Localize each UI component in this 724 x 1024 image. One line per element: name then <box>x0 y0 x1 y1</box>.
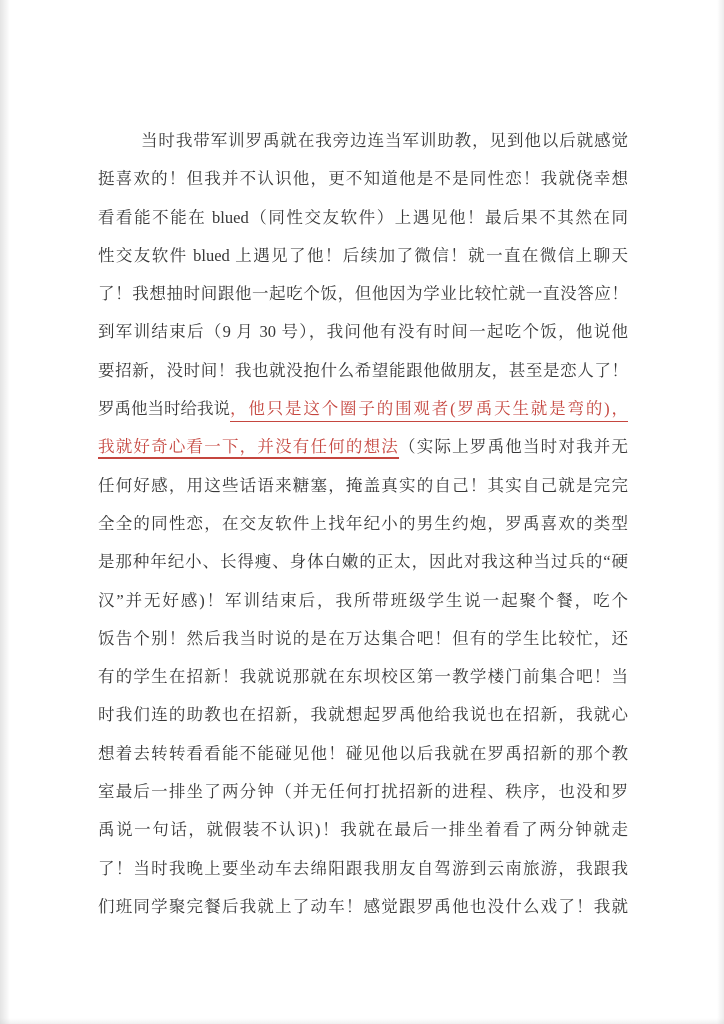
text-line <box>98 658 628 696</box>
text-line <box>98 696 628 734</box>
text-line <box>98 160 628 198</box>
text-run: 性交友软件 blued 上遇见了他！后续加了微信！就一直在微信上聊天 <box>98 245 628 265</box>
text-run: 了！我想抽时间跟他一起吃个饭，但他因为学业比较忙就一直没答应！ <box>98 284 628 304</box>
text-run: 汉”并无好感)！军训结束后，我所带班级学生说一起聚个餐，吃个 <box>98 590 628 610</box>
text-run: 时我们连的助教也在招新，我就想起罗禹他给我说也在招新，我就心 <box>98 705 628 725</box>
text-line <box>98 237 628 275</box>
text-run: 有的学生在招新！我就说那就在东坝校区第一教学楼门前集合吧！当 <box>98 667 628 687</box>
text-line <box>98 620 628 658</box>
text-run: 全全的同性恋，在交友软件上找年纪小的男生约炮，罗禹喜欢的类型 <box>98 513 628 533</box>
text-run: 室最后一排坐了两分钟（并无任何打扰招新的进程、秩序，也没和罗 <box>98 782 628 802</box>
page-edge-shade-left <box>0 0 10 1024</box>
text-line <box>98 390 628 428</box>
text-line <box>98 122 628 160</box>
text-run: 看看能不能在 blued（同性交友软件）上遇见他！最后果不其然在同 <box>98 207 628 227</box>
text-line <box>98 199 628 237</box>
text-run: 们班同学聚完餐后我就上了动车！感觉跟罗禹他也没什么戏了！我就 <box>98 896 628 916</box>
text-run: 想着去转转看看能不能碰见他！碰见他以后我就在罗禹招新的那个教 <box>98 743 628 763</box>
text-run: 任何好感，用这些话语来糖塞，掩盖真实的自己！其实自己就是完完 <box>98 475 628 495</box>
text-line <box>98 850 628 888</box>
text-line <box>98 773 628 811</box>
page-edge-shade-right <box>717 0 724 1024</box>
text-run: （实际上罗禹他当时对我并无 <box>399 437 629 457</box>
text-line <box>98 275 628 313</box>
text-line <box>98 888 628 926</box>
text-block <box>98 122 628 926</box>
text-run: 饭告个别！然后我当时说的是在万达集合吧！但有的学生比较忙，还 <box>98 628 628 648</box>
text-run: 到军训结束后（9 月 30 号），我问他有没有时间一起吃个饭，他说他 <box>98 322 628 342</box>
text-run: 了！当时我晚上要坐动车去绵阳跟我朋友自驾游到云南旅游，我跟我 <box>98 858 628 878</box>
text-line <box>98 543 628 581</box>
text-line <box>98 313 628 351</box>
text-line <box>98 467 628 505</box>
text-line <box>98 582 628 620</box>
text-run: 要招新，没时间！我也就没抱什么希望能跟他做朋友，甚至是恋人了！ <box>98 360 628 380</box>
text-line <box>98 505 628 543</box>
text-line <box>98 352 628 390</box>
text-run: 挺喜欢的！但我并不认识他，更不知道他是不是同性恋！我就侥幸想 <box>98 169 628 189</box>
red-underlined-text-run: 我就好奇心看一下，并没有任何的想法 <box>98 437 400 457</box>
text-run: 罗禹他当时给我说 <box>98 399 230 419</box>
page-edge-shade-bottom <box>0 1018 724 1024</box>
text-line <box>98 428 628 466</box>
text-run: 当时我带军训罗禹就在我旁边连当军训助教，见到他以后就感觉 <box>141 131 628 150</box>
text-line <box>98 735 628 773</box>
text-line <box>98 811 628 849</box>
red-underlined-text-run: ，他只是这个圈子的围观者(罗禹天生就是弯的)， <box>230 390 628 428</box>
text-run: 是那种年纪小、长得瘦、身体白嫩的正太，因此对我这种当过兵的“硬 <box>98 552 628 572</box>
text-run: 禹说一句话，就假装不认识)！我就在最后一排坐着看了两分钟就走 <box>98 820 628 840</box>
